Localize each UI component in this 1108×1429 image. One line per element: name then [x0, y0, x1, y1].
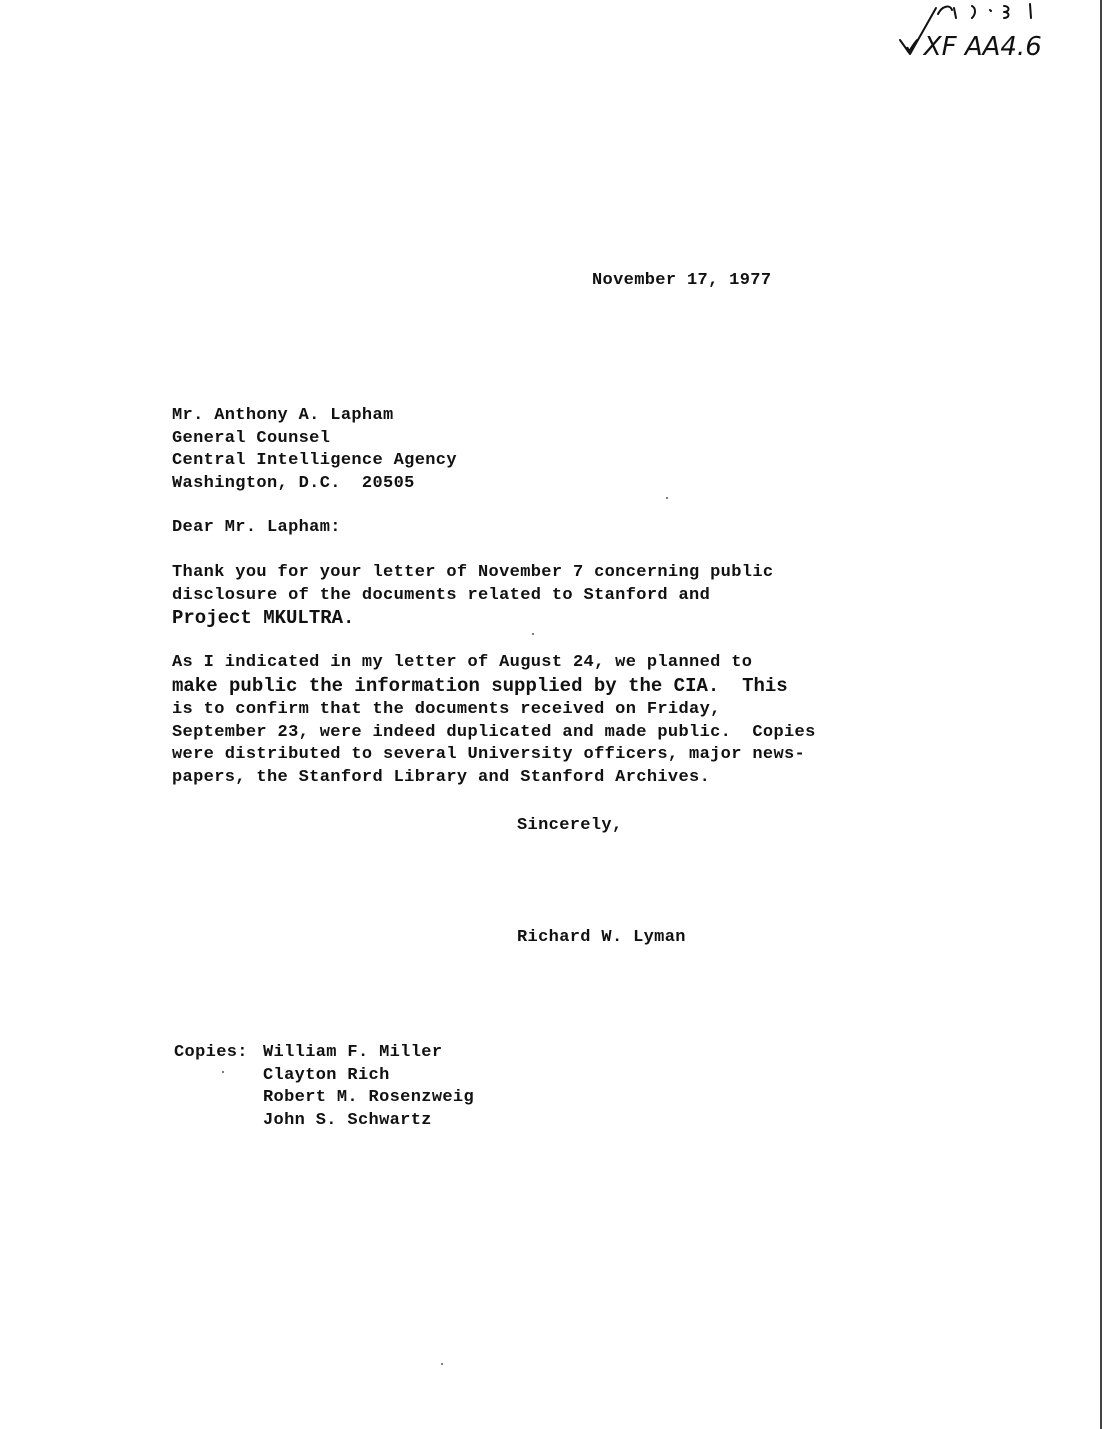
paragraph-2	[172, 652, 816, 790]
recipient-address	[172, 405, 457, 495]
paragraph-2-line: make public the information supplied by the CIA. This	[172, 674, 788, 697]
recipient-name: Mr. Anthony A. Lapham	[172, 406, 394, 425]
paragraph-1	[172, 562, 773, 632]
recipient-organization: Central Intelligence Agency	[172, 451, 457, 471]
paragraph-1-line: disclosure of the documents related to Stanford and	[172, 585, 711, 605]
scan-speck	[666, 497, 668, 499]
paragraph-2-line: were distributed to several University officers, major news-	[172, 745, 806, 765]
paragraph-2-line: September 23, were indeed duplicated and made public. Copies	[172, 722, 816, 742]
copies-list	[174, 1042, 474, 1132]
signer-name: Richard W. Lyman	[517, 928, 686, 947]
paragraph-2-line: As I indicated in my letter of August 24, we planned to	[172, 653, 753, 672]
paragraph-1-line: Thank you for your letter of November 7 concerning public	[172, 563, 774, 582]
copy-recipient: Robert M. Rosenzweig	[263, 1088, 475, 1108]
scan-speck	[222, 1071, 224, 1073]
copy-recipient: William F. Miller	[263, 1043, 443, 1062]
page-edge-line	[1100, 0, 1102, 1429]
copies-label: Copies:	[174, 1043, 248, 1062]
paragraph-2-line: is to confirm that the documents received on Friday,	[172, 700, 721, 720]
copy-recipient: John S. Schwartz	[263, 1110, 432, 1130]
scan-speck	[532, 633, 534, 635]
closing: Sincerely,	[517, 816, 623, 835]
recipient-city: Washington, D.C. 20505	[172, 473, 415, 493]
handwritten-note: ✓XF AA4.6	[902, 32, 1042, 62]
letter-date: November 17, 1977	[592, 271, 772, 290]
scan-speck	[441, 1363, 443, 1365]
copy-recipient: Clayton Rich	[263, 1065, 390, 1085]
recipient-title: General Counsel	[172, 428, 331, 448]
paragraph-1-line: Project MKULTRA.	[172, 607, 355, 630]
handwritten-annotation	[880, 0, 1080, 70]
paragraph-2-line: papers, the Stanford Library and Stanford Archives.	[172, 767, 711, 787]
salutation: Dear Mr. Lapham:	[172, 518, 341, 537]
